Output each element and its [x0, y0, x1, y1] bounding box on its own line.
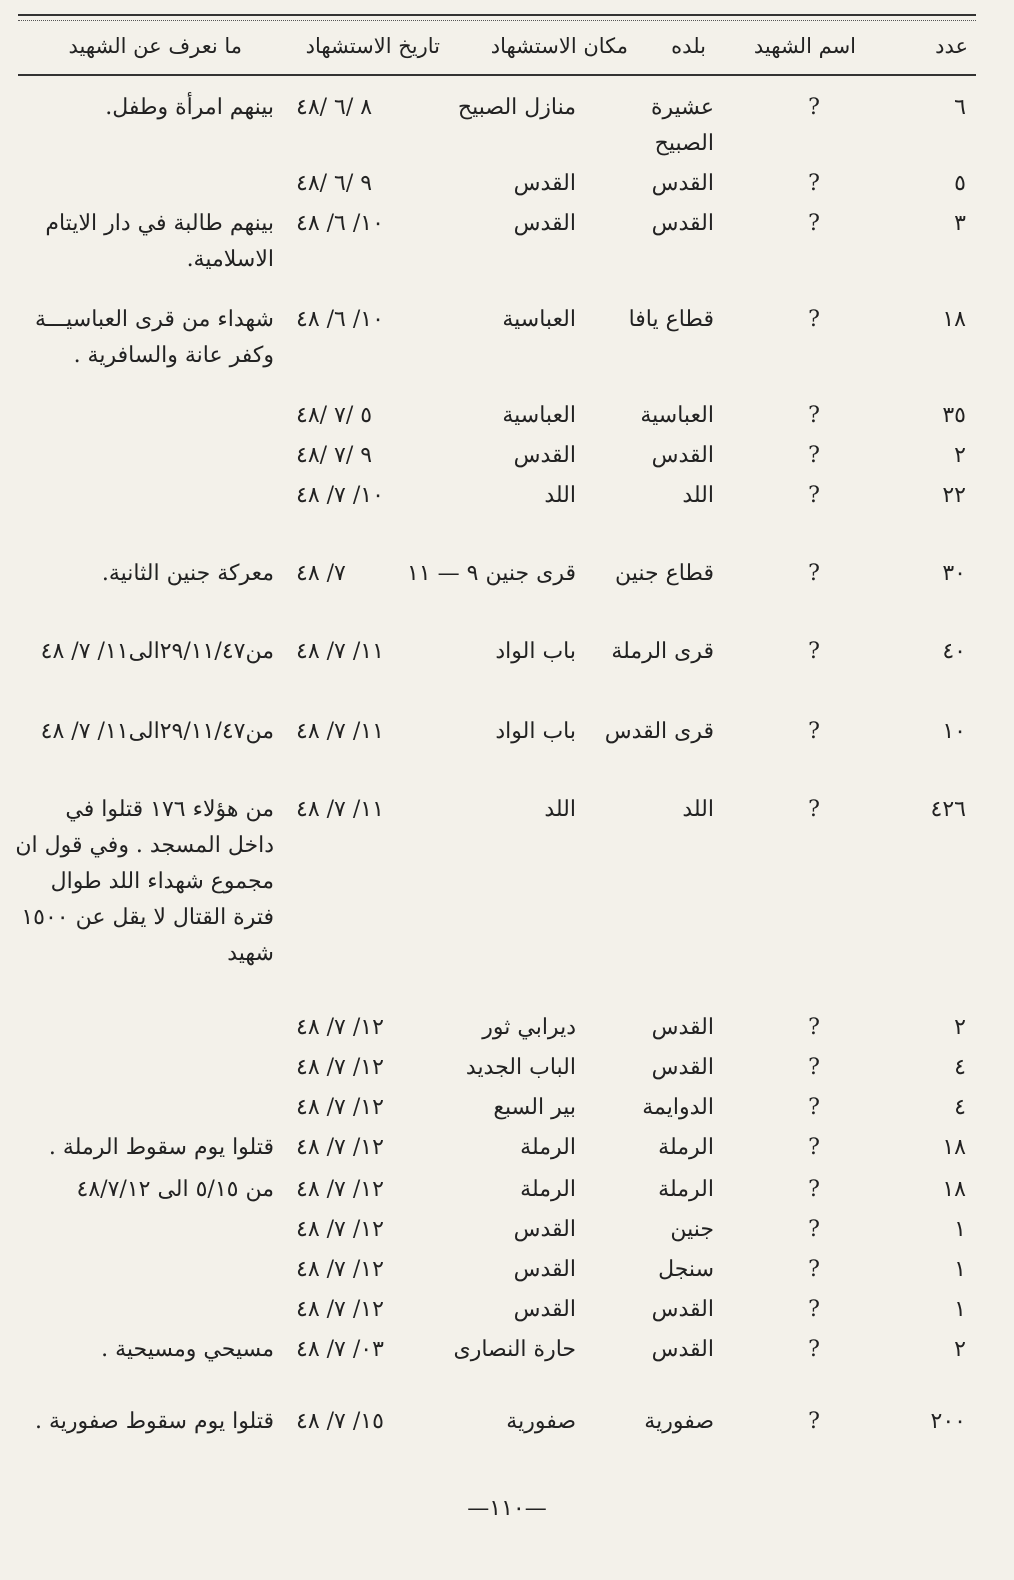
cell-place: الرملة — [520, 1177, 576, 1202]
cell-date: ٥ /٧ /٤٨ — [296, 403, 373, 428]
cell-date: ١٢/ ٧/ ٤٨ — [296, 1135, 384, 1160]
cell-town: جنين — [670, 1217, 714, 1242]
cell-count: ١ — [954, 1297, 966, 1322]
cell-place: اللد — [544, 797, 576, 822]
cell-date: ١٢/ ٧/ ٤٨ — [296, 1095, 384, 1120]
cell-count: ١٠ — [942, 719, 966, 744]
cell-place: بير السبع — [493, 1095, 576, 1120]
cell-date: ١٢/ ٧/ ٤٨ — [296, 1257, 384, 1282]
cell-town: قطاع يافا — [628, 307, 714, 332]
cell-name: ? — [808, 1177, 820, 1202]
header-rule — [18, 74, 976, 76]
header-count: عدد — [935, 34, 968, 58]
cell-name: ? — [808, 1015, 820, 1040]
cell-name: ? — [808, 561, 820, 586]
cell-date: ١٠/ ٦/ ٤٨ — [296, 211, 384, 236]
cell-name: ? — [808, 1297, 820, 1322]
cell-note: معركة جنين الثانية. — [101, 561, 274, 586]
cell-town: القدس — [651, 1297, 714, 1322]
cell-note: بينهم امرأة وطفل. — [105, 95, 274, 120]
cell-name: ? — [808, 403, 820, 428]
cell-date: ١١/ ٧/ ٤٨ — [296, 719, 384, 744]
header-date: تاريخ الاستشهاد — [305, 34, 440, 58]
cell-count: ٢ — [954, 443, 966, 468]
cell-date: ٠٣/ ٧/ ٤٨ — [296, 1337, 384, 1362]
cell-date: ٨ /٦ /٤٨ — [296, 95, 373, 120]
cell-count: ٢٢ — [942, 483, 966, 508]
cell-date: ١٥/ ٧/ ٤٨ — [296, 1409, 384, 1434]
cell-count: ٤ — [954, 1095, 966, 1120]
cell-count: ٢ — [954, 1337, 966, 1362]
cell-name: ? — [808, 639, 820, 664]
header-name: اسم الشهيد — [753, 34, 856, 58]
cell-name: ? — [808, 171, 820, 196]
page-number: —١١٠— — [467, 1496, 547, 1521]
cell-note: من٢٩/١١/٤٧الى١١/ ٧/ ٤٨ — [40, 639, 274, 664]
cell-place: الباب الجديد — [465, 1055, 576, 1080]
cell-town: صفورية — [644, 1409, 714, 1434]
cell-note: قتلوا يوم سقوط الرملة . — [48, 1135, 274, 1160]
cell-place: القدس — [513, 1257, 576, 1282]
cell-date: ١٠/ ٦/ ٤٨ — [296, 307, 384, 332]
top-rule — [18, 14, 976, 16]
cell-date: ١٢/ ٧/ ٤٨ — [296, 1055, 384, 1080]
cell-town: القدس — [651, 171, 714, 196]
cell-place: القدس — [513, 211, 576, 236]
cell-name: ? — [808, 719, 820, 744]
cell-town: عشيرة الصبيح — [650, 95, 714, 156]
cell-town: الدوايمة — [642, 1095, 714, 1120]
cell-place: حارة النصارى — [453, 1337, 576, 1362]
cell-name: ? — [808, 443, 820, 468]
cell-count: ١٨ — [942, 307, 966, 332]
cell-date: ١٢/ ٧/ ٤٨ — [296, 1177, 384, 1202]
cell-town: القدس — [651, 1055, 714, 1080]
cell-date: ١٠/ ٧/ ٤٨ — [296, 483, 384, 508]
cell-place: ديرابي ثور — [482, 1015, 576, 1040]
cell-name: ? — [808, 307, 820, 332]
cell-count: ٤٢٦ — [930, 797, 966, 822]
cell-count: ٢ — [954, 1015, 966, 1040]
cell-name: ? — [808, 1217, 820, 1242]
cell-town: الرملة — [658, 1135, 714, 1160]
cell-date: ٩ /٦ /٤٨ — [296, 171, 373, 196]
cell-name: ? — [808, 1257, 820, 1282]
cell-name: ? — [808, 1337, 820, 1362]
cell-town: القدس — [651, 1337, 714, 1362]
cell-town: القدس — [651, 1015, 714, 1040]
cell-town: القدس — [651, 443, 714, 468]
cell-note: مسيحي ومسيحية . — [101, 1337, 274, 1362]
cell-count: ٦ — [954, 95, 966, 120]
cell-place: منازل الصبيح — [457, 95, 576, 120]
cell-place: باب الواد — [495, 719, 576, 744]
cell-place: العباسية — [502, 403, 576, 428]
cell-note: من٢٩/١١/٤٧الى١١/ ٧/ ٤٨ — [40, 719, 274, 744]
cell-town: قرى الرملة — [611, 639, 714, 664]
cell-count: ٢٠٠ — [930, 1409, 966, 1434]
cell-date: ١٢/ ٧/ ٤٨ — [296, 1015, 384, 1040]
cell-note: شهداء من قرى العباسيـــة وكفر عانة والسافرية . — [35, 307, 274, 368]
cell-count: ٤٠ — [942, 639, 966, 664]
cell-count: ٣ — [954, 211, 966, 236]
cell-town: العباسية — [640, 403, 714, 428]
cell-name: ? — [808, 1409, 820, 1434]
cell-name: ? — [808, 1135, 820, 1160]
cell-town: سنجل — [658, 1257, 714, 1282]
cell-town: اللد — [682, 483, 714, 508]
cell-count: ٤ — [954, 1055, 966, 1080]
cell-note: بينهم طالبة في دار الايتام الاسلامية. — [45, 211, 274, 272]
cell-place: باب الواد — [495, 639, 576, 664]
cell-count: ١٨ — [942, 1135, 966, 1160]
cell-note: من ٥/١٥ الى ٤٨/٧/١٢ — [76, 1177, 274, 1202]
cell-date: ١١/ ٧/ ٤٨ — [296, 639, 384, 664]
cell-town: القدس — [651, 211, 714, 236]
header-town: بلده — [671, 34, 706, 58]
cell-note: قتلوا يوم سقوط صفورية . — [35, 1409, 274, 1434]
cell-place: القدس — [513, 443, 576, 468]
cell-count: ٥ — [954, 171, 966, 196]
cell-count: ٣٥ — [942, 403, 966, 428]
cell-town: قرى القدس — [604, 719, 714, 744]
header-place: مكان الاستشهاد — [490, 34, 628, 58]
cell-note: من هؤلاء ١٧٦ قتلوا في داخل المسجد . وفي قول ان مجموع شهداء اللد طوال فترة القتال لا يقل عن ١٥٠٠ شهيد — [15, 797, 274, 966]
cell-place: القدس — [513, 171, 576, 196]
cell-count: ١٨ — [942, 1177, 966, 1202]
cell-place: القدس — [513, 1297, 576, 1322]
cell-name: ? — [808, 483, 820, 508]
cell-name: ? — [808, 1095, 820, 1120]
cell-date: ١٢/ ٧/ ٤٨ — [296, 1217, 384, 1242]
cell-town: قطاع جنين — [614, 561, 714, 586]
cell-count: ١ — [954, 1257, 966, 1282]
cell-town: الرملة — [658, 1177, 714, 1202]
cell-place: العباسية — [502, 307, 576, 332]
cell-count: ٣٠ — [942, 561, 966, 586]
cell-name: ? — [808, 95, 820, 120]
cell-date: ١١/ ٧/ ٤٨ — [296, 797, 384, 822]
cell-date: ٩ /٧ /٤٨ — [296, 443, 373, 468]
cell-name: ? — [808, 211, 820, 236]
cell-name: ? — [808, 1055, 820, 1080]
cell-place: الرملة — [520, 1135, 576, 1160]
header-note: ما نعرف عن الشهيد — [68, 34, 242, 58]
cell-name: ? — [808, 797, 820, 822]
cell-place: صفورية — [506, 1409, 576, 1434]
top-rule-dotted — [18, 20, 976, 21]
cell-place: اللد — [544, 483, 576, 508]
cell-count: ١ — [954, 1217, 966, 1242]
cell-place: قرى جنين ٩ — ١١ — [407, 561, 576, 586]
cell-town: اللد — [682, 797, 714, 822]
cell-date: ٧/ ٤٨ — [296, 561, 346, 586]
cell-date: ١٢/ ٧/ ٤٨ — [296, 1297, 384, 1322]
cell-place: القدس — [513, 1217, 576, 1242]
